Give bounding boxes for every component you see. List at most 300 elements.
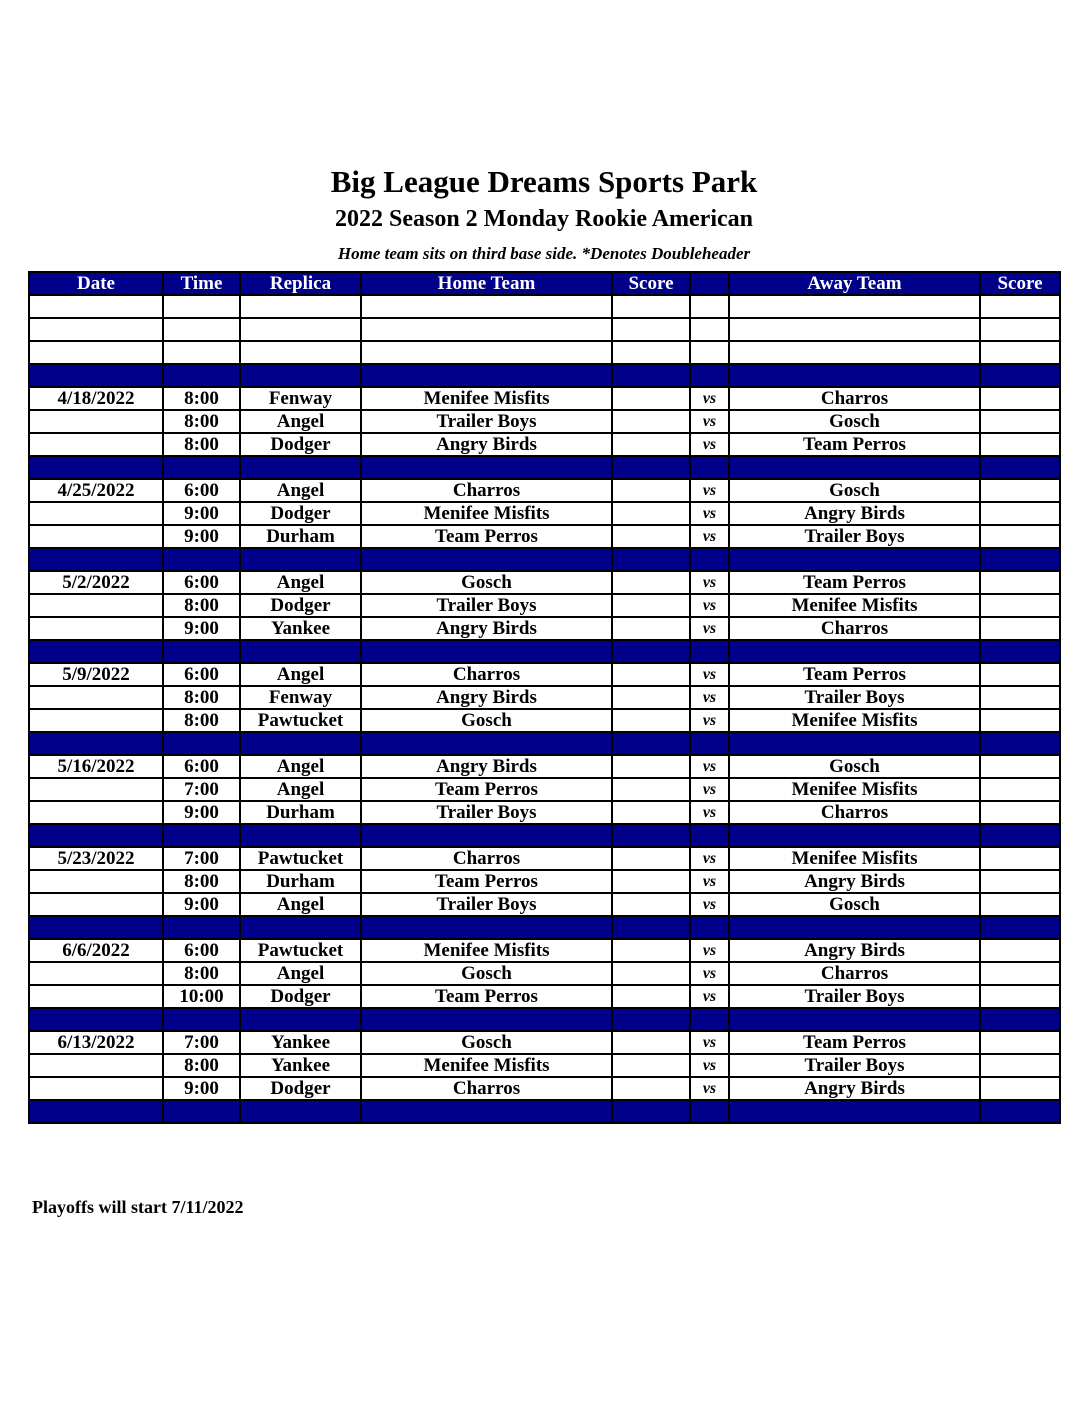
column-header-away-score: Score (980, 272, 1060, 295)
vs-cell: vs (690, 617, 729, 640)
time-cell (163, 1100, 240, 1123)
date-cell (29, 525, 163, 548)
home-score-cell (612, 295, 690, 318)
away-score-cell (980, 1054, 1060, 1077)
away-score-cell (980, 525, 1060, 548)
replica-cell: Yankee (240, 1031, 361, 1054)
away-team-cell: Gosch (729, 755, 980, 778)
column-header-time: Time (163, 272, 240, 295)
replica-cell (240, 295, 361, 318)
replica-cell: Fenway (240, 686, 361, 709)
away-score-cell (980, 341, 1060, 364)
away-score-cell (980, 847, 1060, 870)
replica-cell (240, 916, 361, 939)
away-team-cell: Gosch (729, 479, 980, 502)
away-team-cell: Menifee Misfits (729, 594, 980, 617)
date-cell (29, 1008, 163, 1031)
home-team-cell: Team Perros (361, 525, 612, 548)
replica-cell (240, 824, 361, 847)
replica-cell: Durham (240, 870, 361, 893)
home-team-cell: Team Perros (361, 870, 612, 893)
vs-cell: vs (690, 985, 729, 1008)
away-score-cell (980, 732, 1060, 755)
table-row (29, 686, 1060, 709)
time-cell: 7:00 (163, 847, 240, 870)
away-score-cell (980, 962, 1060, 985)
home-score-cell (612, 847, 690, 870)
time-cell (163, 364, 240, 387)
date-cell (29, 548, 163, 571)
away-team-cell: Menifee Misfits (729, 847, 980, 870)
away-score-cell (980, 433, 1060, 456)
home-score-cell (612, 387, 690, 410)
away-score-cell (980, 640, 1060, 663)
replica-cell: Angel (240, 410, 361, 433)
home-team-cell (361, 295, 612, 318)
date-cell (29, 916, 163, 939)
away-score-cell (980, 778, 1060, 801)
time-cell: 9:00 (163, 801, 240, 824)
date-cell (29, 502, 163, 525)
home-team-cell: Angry Birds (361, 755, 612, 778)
vs-cell: vs (690, 479, 729, 502)
home-score-cell (612, 824, 690, 847)
replica-cell (240, 318, 361, 341)
replica-cell: Pawtucket (240, 847, 361, 870)
replica-cell: Angel (240, 755, 361, 778)
date-cell (29, 594, 163, 617)
home-score-cell (612, 801, 690, 824)
date-cell (29, 1100, 163, 1123)
table-row (29, 870, 1060, 893)
time-cell: 8:00 (163, 433, 240, 456)
replica-cell (240, 1100, 361, 1123)
home-team-cell: Team Perros (361, 778, 612, 801)
time-cell: 6:00 (163, 663, 240, 686)
table-row (29, 755, 1060, 778)
date-cell (29, 1077, 163, 1100)
table-header-row (29, 272, 1060, 295)
time-cell: 6:00 (163, 755, 240, 778)
away-team-cell: Trailer Boys (729, 1054, 980, 1077)
away-score-cell (980, 1077, 1060, 1100)
home-team-cell (361, 318, 612, 341)
table-row (29, 594, 1060, 617)
time-cell (163, 295, 240, 318)
away-score-cell (980, 755, 1060, 778)
vs-cell: vs (690, 1031, 729, 1054)
date-cell (29, 456, 163, 479)
page-subtitle: 2022 Season 2 Monday Rookie American (334, 206, 753, 232)
home-team-cell (361, 640, 612, 663)
date-cell: 5/16/2022 (29, 755, 163, 778)
home-team-cell: Gosch (361, 962, 612, 985)
replica-cell: Dodger (240, 1077, 361, 1100)
home-team-cell (361, 456, 612, 479)
vs-cell: vs (690, 1077, 729, 1100)
vs-cell: vs (690, 962, 729, 985)
date-cell (29, 1054, 163, 1077)
page-title: Big League Dreams Sports Park (330, 164, 758, 199)
replica-cell: Yankee (240, 1054, 361, 1077)
away-team-cell (729, 916, 980, 939)
away-score-cell (980, 1031, 1060, 1054)
time-cell: 6:00 (163, 479, 240, 502)
away-team-cell: Trailer Boys (729, 525, 980, 548)
time-cell: 6:00 (163, 571, 240, 594)
time-cell: 8:00 (163, 594, 240, 617)
home-score-cell (612, 640, 690, 663)
away-score-cell (980, 617, 1060, 640)
replica-cell: Angel (240, 962, 361, 985)
time-cell (163, 1008, 240, 1031)
home-team-cell (361, 1008, 612, 1031)
replica-cell: Fenway (240, 387, 361, 410)
away-team-cell: Menifee Misfits (729, 709, 980, 732)
vs-cell (690, 1100, 729, 1123)
home-team-cell (361, 916, 612, 939)
vs-cell: vs (690, 594, 729, 617)
away-team-cell: Gosch (729, 893, 980, 916)
away-score-cell (980, 663, 1060, 686)
vs-cell (690, 916, 729, 939)
date-cell: 4/25/2022 (29, 479, 163, 502)
home-team-cell: Trailer Boys (361, 893, 612, 916)
date-cell: 6/13/2022 (29, 1031, 163, 1054)
table-row (29, 1077, 1060, 1100)
table-row (29, 709, 1060, 732)
time-cell (163, 916, 240, 939)
away-team-cell (729, 548, 980, 571)
replica-cell (240, 548, 361, 571)
home-score-cell (612, 525, 690, 548)
home-score-cell (612, 1077, 690, 1100)
home-team-cell: Gosch (361, 1031, 612, 1054)
away-score-cell (980, 870, 1060, 893)
home-score-cell (612, 433, 690, 456)
week-separator-row (29, 364, 1060, 387)
date-cell: 5/23/2022 (29, 847, 163, 870)
home-score-cell (612, 939, 690, 962)
home-score-cell (612, 410, 690, 433)
time-cell: 8:00 (163, 962, 240, 985)
time-cell: 8:00 (163, 870, 240, 893)
away-score-cell (980, 364, 1060, 387)
away-team-cell (729, 1008, 980, 1031)
home-team-cell (361, 1100, 612, 1123)
away-score-cell (980, 295, 1060, 318)
date-cell (29, 870, 163, 893)
away-team-cell: Team Perros (729, 571, 980, 594)
away-team-cell (729, 341, 980, 364)
home-score-cell (612, 548, 690, 571)
vs-cell (690, 456, 729, 479)
week-separator-row (29, 916, 1060, 939)
week-separator-row (29, 456, 1060, 479)
date-cell (29, 732, 163, 755)
home-score-cell (612, 502, 690, 525)
home-team-cell: Charros (361, 1077, 612, 1100)
home-score-cell (612, 916, 690, 939)
away-team-cell: Charros (729, 617, 980, 640)
vs-cell: vs (690, 939, 729, 962)
home-team-cell: Charros (361, 479, 612, 502)
home-score-cell (612, 778, 690, 801)
time-cell (163, 640, 240, 663)
away-score-cell (980, 939, 1060, 962)
home-team-cell (361, 732, 612, 755)
away-team-cell (729, 640, 980, 663)
home-team-cell: Trailer Boys (361, 410, 612, 433)
time-cell (163, 318, 240, 341)
home-score-cell (612, 893, 690, 916)
date-cell: 4/18/2022 (29, 387, 163, 410)
home-team-cell: Gosch (361, 571, 612, 594)
blank-row (29, 295, 1060, 318)
date-cell (29, 433, 163, 456)
away-team-cell (729, 318, 980, 341)
replica-cell: Durham (240, 801, 361, 824)
column-header-vs (690, 272, 729, 295)
time-cell: 8:00 (163, 1054, 240, 1077)
time-cell: 10:00 (163, 985, 240, 1008)
home-team-cell: Menifee Misfits (361, 939, 612, 962)
vs-cell: vs (690, 778, 729, 801)
replica-cell: Angel (240, 571, 361, 594)
date-cell (29, 364, 163, 387)
replica-cell: Pawtucket (240, 939, 361, 962)
replica-cell: Angel (240, 778, 361, 801)
replica-cell: Yankee (240, 617, 361, 640)
away-team-cell: Charros (729, 387, 980, 410)
table-row (29, 778, 1060, 801)
away-team-cell: Angry Birds (729, 1077, 980, 1100)
table-row (29, 571, 1060, 594)
away-team-cell: Charros (729, 801, 980, 824)
replica-cell: Durham (240, 525, 361, 548)
home-team-cell: Menifee Misfits (361, 387, 612, 410)
replica-cell (240, 640, 361, 663)
time-cell: 8:00 (163, 709, 240, 732)
time-cell: 9:00 (163, 525, 240, 548)
home-score-cell (612, 709, 690, 732)
away-team-cell: Team Perros (729, 1031, 980, 1054)
time-cell: 8:00 (163, 686, 240, 709)
vs-cell (690, 824, 729, 847)
vs-cell: vs (690, 663, 729, 686)
time-cell (163, 548, 240, 571)
playoffs-note: Playoffs will start 7/11/2022 (32, 1197, 244, 1217)
date-cell (29, 318, 163, 341)
date-cell (29, 295, 163, 318)
home-score-cell (612, 364, 690, 387)
blank-row (29, 341, 1060, 364)
week-separator-row (29, 732, 1060, 755)
time-cell: 9:00 (163, 502, 240, 525)
replica-cell: Dodger (240, 985, 361, 1008)
replica-cell: Dodger (240, 433, 361, 456)
time-cell: 9:00 (163, 617, 240, 640)
home-score-cell (612, 962, 690, 985)
time-cell: 8:00 (163, 410, 240, 433)
away-score-cell (980, 594, 1060, 617)
home-score-cell (612, 870, 690, 893)
column-header-replica: Replica (240, 272, 361, 295)
away-team-cell: Trailer Boys (729, 985, 980, 1008)
time-cell (163, 824, 240, 847)
date-cell: 5/2/2022 (29, 571, 163, 594)
date-cell (29, 778, 163, 801)
home-team-cell: Trailer Boys (361, 594, 612, 617)
home-team-cell (361, 341, 612, 364)
home-team-cell: Charros (361, 663, 612, 686)
home-team-cell (361, 824, 612, 847)
vs-cell: vs (690, 502, 729, 525)
table-row (29, 663, 1060, 686)
home-score-cell (612, 1031, 690, 1054)
home-score-cell (612, 686, 690, 709)
replica-cell: Angel (240, 663, 361, 686)
away-score-cell (980, 824, 1060, 847)
blank-row (29, 318, 1060, 341)
away-team-cell: Team Perros (729, 663, 980, 686)
vs-cell: vs (690, 801, 729, 824)
table-row (29, 1031, 1060, 1054)
vs-cell (690, 640, 729, 663)
column-header-home-team: Home Team (361, 272, 612, 295)
week-separator-row (29, 1100, 1060, 1123)
home-team-cell: Trailer Boys (361, 801, 612, 824)
replica-cell: Angel (240, 893, 361, 916)
time-cell: 9:00 (163, 1077, 240, 1100)
home-score-cell (612, 1100, 690, 1123)
table-row (29, 525, 1060, 548)
away-team-cell: Angry Birds (729, 870, 980, 893)
home-score-cell (612, 1008, 690, 1031)
replica-cell (240, 364, 361, 387)
table-row (29, 847, 1060, 870)
away-score-cell (980, 916, 1060, 939)
home-score-cell (612, 341, 690, 364)
vs-cell (690, 341, 729, 364)
home-score-cell (612, 617, 690, 640)
replica-cell (240, 732, 361, 755)
table-row (29, 410, 1060, 433)
away-team-cell: Angry Birds (729, 939, 980, 962)
away-score-cell (980, 1008, 1060, 1031)
replica-cell: Dodger (240, 594, 361, 617)
home-score-cell (612, 732, 690, 755)
away-team-cell: Charros (729, 962, 980, 985)
vs-cell (690, 732, 729, 755)
vs-cell: vs (690, 686, 729, 709)
date-cell (29, 341, 163, 364)
table-row (29, 479, 1060, 502)
away-score-cell (980, 479, 1060, 502)
time-cell: 7:00 (163, 778, 240, 801)
away-score-cell (980, 686, 1060, 709)
home-score-cell (612, 985, 690, 1008)
vs-cell: vs (690, 1054, 729, 1077)
time-cell: 9:00 (163, 893, 240, 916)
replica-cell: Pawtucket (240, 709, 361, 732)
date-cell (29, 824, 163, 847)
date-cell: 6/6/2022 (29, 939, 163, 962)
away-score-cell (980, 410, 1060, 433)
week-separator-row (29, 824, 1060, 847)
vs-cell (690, 1008, 729, 1031)
table-row (29, 1054, 1060, 1077)
date-cell (29, 410, 163, 433)
away-score-cell (980, 548, 1060, 571)
table-row (29, 939, 1060, 962)
home-score-cell (612, 479, 690, 502)
home-team-cell (361, 548, 612, 571)
date-cell (29, 617, 163, 640)
away-score-cell (980, 801, 1060, 824)
home-score-cell (612, 318, 690, 341)
away-team-cell: Angry Birds (729, 502, 980, 525)
home-team-cell: Menifee Misfits (361, 1054, 612, 1077)
date-cell: 5/9/2022 (29, 663, 163, 686)
away-team-cell (729, 824, 980, 847)
replica-cell (240, 1008, 361, 1031)
week-separator-row (29, 640, 1060, 663)
table-row (29, 433, 1060, 456)
date-cell (29, 985, 163, 1008)
away-score-cell (980, 893, 1060, 916)
schedule-table (28, 271, 1061, 1124)
away-score-cell (980, 1100, 1060, 1123)
home-team-cell: Menifee Misfits (361, 502, 612, 525)
vs-cell: vs (690, 893, 729, 916)
header-note: Home team sits on third base side. *Denotes Doubleheader (337, 244, 751, 263)
away-score-cell (980, 387, 1060, 410)
vs-cell (690, 548, 729, 571)
away-score-cell (980, 502, 1060, 525)
away-score-cell (980, 571, 1060, 594)
table-row (29, 893, 1060, 916)
time-cell: 7:00 (163, 1031, 240, 1054)
away-team-cell (729, 456, 980, 479)
week-separator-row (29, 1008, 1060, 1031)
column-header-date: Date (29, 272, 163, 295)
away-score-cell (980, 985, 1060, 1008)
away-team-cell (729, 364, 980, 387)
home-team-cell: Gosch (361, 709, 612, 732)
vs-cell (690, 318, 729, 341)
away-score-cell (980, 709, 1060, 732)
away-team-cell (729, 1100, 980, 1123)
vs-cell: vs (690, 571, 729, 594)
date-cell (29, 640, 163, 663)
vs-cell: vs (690, 847, 729, 870)
vs-cell (690, 295, 729, 318)
time-cell (163, 341, 240, 364)
time-cell: 6:00 (163, 939, 240, 962)
date-cell (29, 893, 163, 916)
home-team-cell: Angry Birds (361, 433, 612, 456)
table-row (29, 962, 1060, 985)
column-header-away-team: Away Team (729, 272, 980, 295)
table-row (29, 801, 1060, 824)
vs-cell: vs (690, 755, 729, 778)
home-score-cell (612, 594, 690, 617)
home-team-cell (361, 364, 612, 387)
vs-cell: vs (690, 525, 729, 548)
vs-cell: vs (690, 387, 729, 410)
vs-cell (690, 364, 729, 387)
